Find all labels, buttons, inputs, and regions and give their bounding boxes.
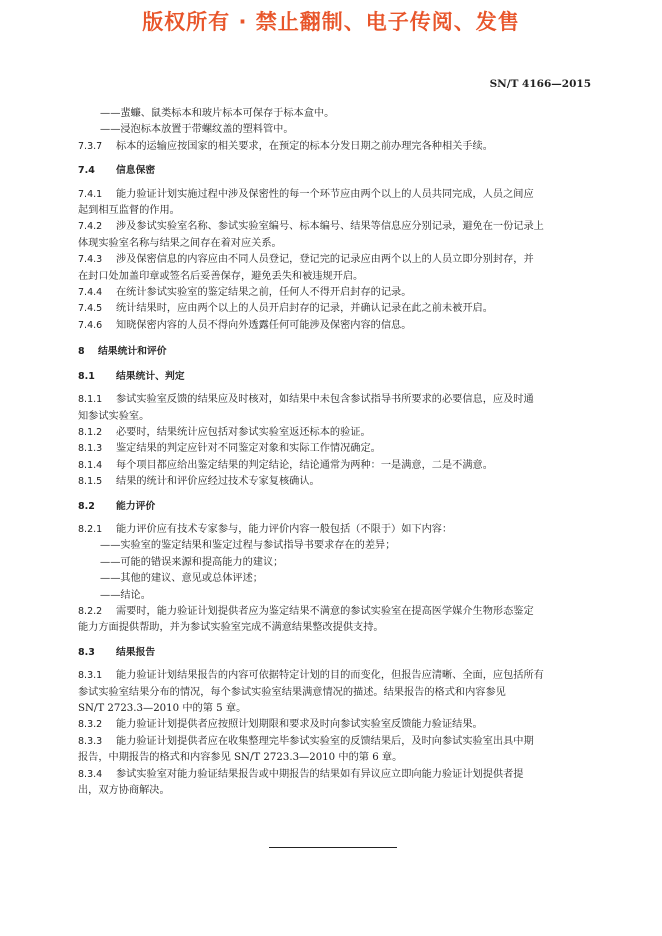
clause-8-3-2 xyxy=(78,717,591,733)
clause-7-4-3 xyxy=(78,252,591,268)
clause-text: 统计结果时，应由两个以上的人员开启封存的记录，并确认记录在此之前未被开启。 xyxy=(116,303,493,315)
clause-continuation: 在封口处加盖印章或签名后妥善保存，避免丢失和被违规开启。 xyxy=(78,270,364,282)
heading-text: 结果报告 xyxy=(116,646,156,658)
clause-number: 8.3.4 xyxy=(78,768,103,780)
clause-number: 8.1.4 xyxy=(78,459,103,471)
clause-continuation: 知参试实验室。 xyxy=(78,410,150,422)
clause-text: 参试实验室反馈的结果应及时核对，如结果中未包含参试指导书所要求的必要信息，应及时通 xyxy=(116,394,534,406)
end-of-document-rule xyxy=(269,847,397,848)
clause-number: 8.1.2 xyxy=(78,426,103,438)
clause-number: 7.4.3 xyxy=(78,254,103,266)
clause-7-3-7 xyxy=(78,139,591,155)
clause-number: 8.2.1 xyxy=(78,523,103,535)
clause-8-2-2 xyxy=(78,604,591,620)
clause-number: 7.4.1 xyxy=(78,188,103,200)
clause-7-4-4 xyxy=(78,285,591,301)
clause-text: 能力验证计划结果报告的内容可依据特定计划的目的而变化，但报告应清晰、全面，应包括所有 xyxy=(116,670,544,682)
heading-number: 8 xyxy=(78,346,85,358)
section-heading-8-3 xyxy=(78,645,591,661)
clause-8-1-2 xyxy=(78,425,591,441)
heading-number: 8.1 xyxy=(78,370,95,382)
clause-text: 知晓保密内容的人员不得向外透露任何可能涉及保密内容的信息。 xyxy=(116,319,412,331)
clause-number: 8.1.3 xyxy=(78,443,103,455)
list-item: ——实验室的鉴定结果和鉴定过程与参试指导书要求存在的差异； xyxy=(100,540,396,552)
clause-number: 7.3.7 xyxy=(78,140,103,152)
section-heading-7-4 xyxy=(78,163,591,179)
clause-text: 在统计参试实验室的鉴定结果之前，任何人不得开启封存的记录。 xyxy=(116,287,412,299)
clause-7-4-2 xyxy=(78,219,591,235)
clause-text: 必要时，结果统计应包括对参试实验室返还标本的验证。 xyxy=(116,426,371,438)
clause-text: 能力验证计划实施过程中涉及保密性的每一个环节应由两个以上的人员共同完成，人员之间应 xyxy=(116,188,534,200)
heading-text: 结果统计和评价 xyxy=(98,346,167,358)
list-item: ——其他的建议、意见或总体评述； xyxy=(100,573,263,585)
clause-number: 8.3.3 xyxy=(78,735,103,747)
clause-8-3-3 xyxy=(78,734,591,750)
clause-continuation: 起到相互监督的作用。 xyxy=(78,205,180,217)
clause-text: 鉴定结果的判定应针对不同鉴定对象和实际工作情况确定。 xyxy=(116,443,381,455)
clause-8-1-5 xyxy=(78,474,591,490)
heading-number: 7.4 xyxy=(78,165,95,177)
section-heading-8 xyxy=(78,344,591,360)
heading-text: 信息保密 xyxy=(116,165,156,177)
clause-text: 涉及保密信息的内容应由不同人员登记，登记完的记录应由两个以上的人员立即分别封存，并 xyxy=(116,254,534,266)
clause-text: 需要时，能力验证计划提供者应为鉴定结果不满意的参试实验室在提高医学媒介生物形态鉴定 xyxy=(116,605,534,617)
heading-number: 8.2 xyxy=(78,500,95,512)
clause-number: 7.4.4 xyxy=(78,287,103,299)
clause-continuation: 出，双方协商解决。 xyxy=(78,785,170,797)
clause-8-1-3 xyxy=(78,441,591,457)
clause-8-3-1 xyxy=(78,668,591,684)
clause-continuation: 参试实验室结果分布的情况，每个参试实验室结果满意情况的描述。结果报告的格式和内容参见 xyxy=(78,686,506,698)
clause-8-1-1 xyxy=(78,392,591,408)
section-heading-8-1 xyxy=(78,369,591,385)
clause-number: 8.1.5 xyxy=(78,476,103,488)
clause-text: 标本的运输应按国家的相关要求，在预定的标本分发日期之前办理完各种相关手续。 xyxy=(116,140,493,152)
clause-7-4-1 xyxy=(78,187,591,203)
clause-number: 8.3.1 xyxy=(78,670,103,682)
section-heading-8-2 xyxy=(78,499,591,515)
clause-8-2-1 xyxy=(78,522,591,538)
clause-number: 7.4.6 xyxy=(78,319,103,331)
list-item: ——可能的错误来源和提高能力的建议； xyxy=(100,556,284,568)
clause-continuation: 体现实验室名称与结果之间存在着对应关系。 xyxy=(78,237,282,249)
list-item: ——蜚蠊、鼠类标本和玻片标本可保存于标本盒中。 xyxy=(100,108,335,119)
clause-text: 能力评价应有技术专家参与，能力评价内容一般包括（不限于）如下内容： xyxy=(116,523,453,535)
standard-number: SN/T 4166—2015 xyxy=(489,78,591,90)
document-body xyxy=(78,106,591,799)
clause-text: 参试实验室对能力验证结果报告或中期报告的结果如有异议应立即向能力验证计划提供者提 xyxy=(116,768,524,780)
clause-number: 8.3.2 xyxy=(78,719,103,731)
clause-8-3-4 xyxy=(78,767,591,783)
clause-text: 每个项目都应给出鉴定结果的判定结论，结论通常为两种：一是满意，二是不满意。 xyxy=(116,459,493,471)
clause-7-4-5 xyxy=(78,301,591,317)
copyright-watermark: 版权所有 · 禁止翻制、电子传阅、发售 xyxy=(142,10,520,34)
heading-number: 8.3 xyxy=(78,646,95,658)
heading-text: 能力评价 xyxy=(116,500,156,512)
clause-text: 能力验证计划提供者应按照计划期限和要求及时向参试实验室反馈能力验证结果。 xyxy=(116,719,483,731)
clause-continuation: SN/T 2723.3—2010 中的第 5 章。 xyxy=(78,703,247,714)
clause-continuation: 能力方面提供帮助，并为参试实验室完成不满意结果整改提供支持。 xyxy=(78,622,384,634)
heading-text: 结果统计、判定 xyxy=(116,370,185,382)
clause-number: 7.4.5 xyxy=(78,303,103,315)
clause-text: 能力验证计划提供者应在收集整理完毕参试实验室的反馈结果后，及时向参试实验室出具中期 xyxy=(116,735,534,747)
list-item: ——结论。 xyxy=(100,589,151,601)
clause-text: 结果的统计和评价应经过技术专家复核确认。 xyxy=(116,476,320,488)
list-item: ——浸泡标本放置于带螺纹盖的塑料管中。 xyxy=(100,124,294,136)
clause-number: 8.2.2 xyxy=(78,605,103,617)
clause-number: 8.1.1 xyxy=(78,394,103,406)
clause-7-4-6 xyxy=(78,318,591,334)
clause-8-1-4 xyxy=(78,458,591,474)
clause-text: 涉及参试实验室名称、参试实验室编号、标本编号、结果等信息应分别记录，避免在一份记录上 xyxy=(116,221,544,233)
clause-number: 7.4.2 xyxy=(78,221,103,233)
clause-continuation: 报告，中期报告的格式和内容参见 SN/T 2723.3—2010 中的第 6 章。 xyxy=(78,752,403,764)
